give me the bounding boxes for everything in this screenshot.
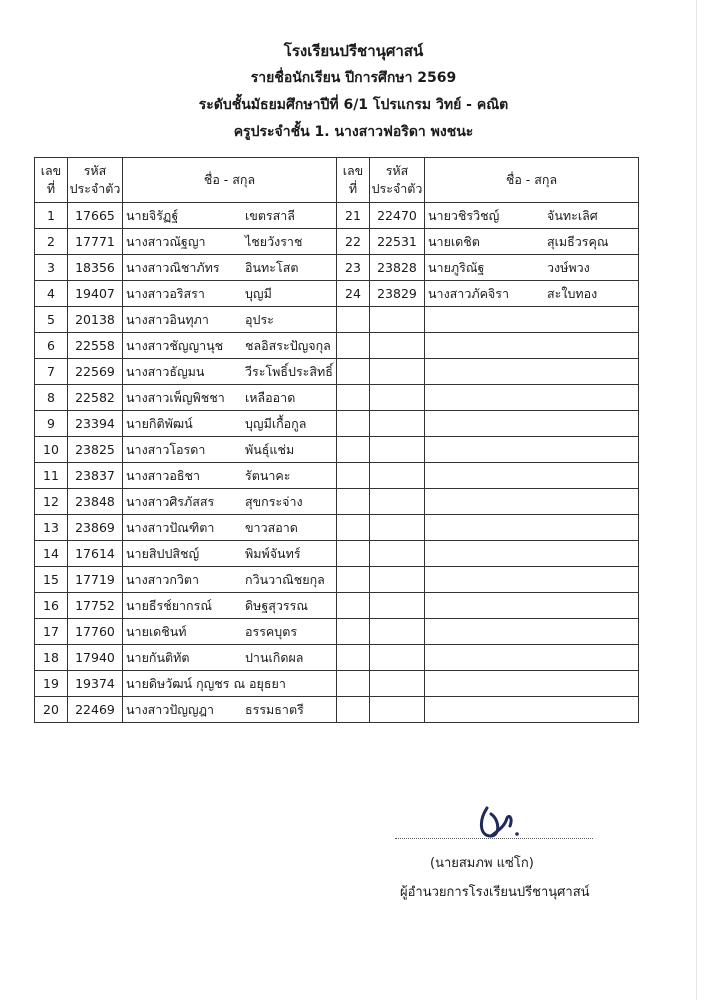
student-name-cell xyxy=(123,437,337,463)
student-name-cell xyxy=(123,567,337,593)
header-full-name: ชื่อ - สกุล xyxy=(425,158,639,203)
student-id: 23828 xyxy=(370,255,425,281)
student-name-cell xyxy=(425,437,639,463)
student-number: 20 xyxy=(35,697,68,723)
student-first-name: นางสาวธัญมน xyxy=(126,363,205,379)
student-last-name: จันทะเลิศ xyxy=(547,207,598,223)
student-name-cell xyxy=(425,281,639,307)
student-id: 17771 xyxy=(68,229,123,255)
student-id: 20138 xyxy=(68,307,123,333)
student-number: 16 xyxy=(35,593,68,619)
student-last-name: ธรรมธาตรี xyxy=(245,701,304,717)
homeroom-teacher: ครูประจำชั้น 1. นางสาวฟอริดา พงชนะ xyxy=(233,124,474,140)
student-name-cell xyxy=(123,697,337,723)
student-last-name: บุญมีเกื้อกูล xyxy=(245,415,307,431)
student-name-cell xyxy=(123,645,337,671)
student-first-name: นางสาวภัคจิรา xyxy=(428,285,509,301)
student-first-name: นายเดชินท์ xyxy=(126,623,187,639)
table-row xyxy=(35,515,639,541)
student-last-name: วีระโพธิ์ประสิทธิ์ xyxy=(245,363,333,379)
student-id xyxy=(370,645,425,671)
table-row xyxy=(35,229,639,255)
student-name-cell xyxy=(123,671,337,697)
table-row xyxy=(35,203,639,229)
student-name-cell xyxy=(425,463,639,489)
student-id: 18356 xyxy=(68,255,123,281)
table-row xyxy=(35,463,639,489)
student-last-name: สุขกระจ่าง xyxy=(245,493,303,509)
student-name-cell xyxy=(123,281,337,307)
student-id xyxy=(370,541,425,567)
student-id: 17940 xyxy=(68,645,123,671)
student-name-cell xyxy=(425,411,639,437)
student-first-name: นางสาวโอรดา xyxy=(126,441,206,457)
student-name-cell xyxy=(123,541,337,567)
student-first-name: นางสาวเพ็ญพิชชา xyxy=(126,389,225,405)
student-last-name: อุประ xyxy=(245,311,274,327)
student-id: 23394 xyxy=(68,411,123,437)
handwritten-signature xyxy=(473,796,523,840)
table-header-row xyxy=(35,158,639,203)
student-last-name: เขตรสาลี xyxy=(245,207,295,223)
student-name-cell xyxy=(425,359,639,385)
student-first-name: นายภูริณัฐ xyxy=(428,259,485,275)
student-name-cell xyxy=(425,645,639,671)
student-id: 17719 xyxy=(68,567,123,593)
table-row xyxy=(35,567,639,593)
header-student-id: รหัส ประจำตัว xyxy=(68,158,123,203)
student-name-cell xyxy=(425,541,639,567)
student-name-cell xyxy=(123,463,337,489)
student-first-name: นายธีรช์ยากรณ์ xyxy=(126,597,212,613)
table-row xyxy=(35,411,639,437)
document-header xyxy=(0,38,707,146)
student-name-cell xyxy=(425,671,639,697)
student-number: 13 xyxy=(35,515,68,541)
student-id: 22469 xyxy=(68,697,123,723)
student-id: 23825 xyxy=(68,437,123,463)
student-id xyxy=(370,437,425,463)
school-name: โรงเรียนปรีชานุศาสน์ xyxy=(283,42,424,60)
student-last-name: พิมพ์จันทร์ xyxy=(245,545,301,561)
student-id xyxy=(370,697,425,723)
student-id xyxy=(370,463,425,489)
header-number: เลข ที่ xyxy=(35,158,68,203)
student-id xyxy=(370,489,425,515)
student-last-name: รัตนาคะ xyxy=(245,467,291,483)
student-first-name: นายสิปปสิชญ์ xyxy=(126,545,200,561)
student-number xyxy=(337,489,370,515)
student-id: 22582 xyxy=(68,385,123,411)
student-number xyxy=(337,541,370,567)
signer-name: (นายสมภพ แซ่โก) xyxy=(430,856,534,871)
class-level-program: ระดับชั้นมัธยมศึกษาปีที่ 6/1 โปรแกรม วิทย์ - คณิต xyxy=(198,97,509,113)
student-name-cell xyxy=(123,255,337,281)
signer-position: ผู้อำนวยการโรงเรียนปรีชานุศาสน์ xyxy=(400,885,590,900)
student-id xyxy=(370,515,425,541)
student-number: 17 xyxy=(35,619,68,645)
student-name-cell xyxy=(425,333,639,359)
student-number xyxy=(337,697,370,723)
table-row xyxy=(35,307,639,333)
student-number xyxy=(337,385,370,411)
student-last-name: กวินวาณิชยกุล xyxy=(245,571,325,587)
table-row xyxy=(35,255,639,281)
student-id xyxy=(370,359,425,385)
student-number: 3 xyxy=(35,255,68,281)
student-name-cell xyxy=(425,593,639,619)
student-id xyxy=(370,411,425,437)
student-roster-table xyxy=(34,157,639,723)
student-number: 8 xyxy=(35,385,68,411)
student-name-cell xyxy=(123,385,337,411)
student-last-name: อรรคบุตร xyxy=(245,623,298,639)
student-first-name: นางสาวปัญญฎา xyxy=(126,701,214,717)
student-name-cell xyxy=(123,333,337,359)
student-first-name: นางสาวปัณฑิตา xyxy=(126,519,215,535)
student-first-name: นางสาวกวิตา xyxy=(126,571,200,587)
student-name-cell xyxy=(123,359,337,385)
student-first-name: นางสาวชัญญานุช xyxy=(126,337,224,353)
table-row xyxy=(35,541,639,567)
student-number xyxy=(337,619,370,645)
student-number xyxy=(337,645,370,671)
student-name-cell xyxy=(123,411,337,437)
student-number: 21 xyxy=(337,203,370,229)
student-number: 4 xyxy=(35,281,68,307)
student-last-name: สุเมธีวรคุณ xyxy=(547,233,609,249)
student-number: 6 xyxy=(35,333,68,359)
student-number: 2 xyxy=(35,229,68,255)
student-name-cell xyxy=(425,203,639,229)
student-id: 19374 xyxy=(68,671,123,697)
student-number: 24 xyxy=(337,281,370,307)
student-last-name: ไชยวังราช xyxy=(245,233,303,249)
student-id: 22569 xyxy=(68,359,123,385)
student-id: 17665 xyxy=(68,203,123,229)
student-number xyxy=(337,307,370,333)
table-row xyxy=(35,359,639,385)
student-id: 23848 xyxy=(68,489,123,515)
header-number: เลข ที่ xyxy=(337,158,370,203)
student-last-name: อินทะโสต xyxy=(245,259,299,275)
student-id: 23829 xyxy=(370,281,425,307)
student-number xyxy=(337,567,370,593)
student-id: 17614 xyxy=(68,541,123,567)
list-title: รายชื่อนักเรียน ปีการศึกษา 2569 xyxy=(250,70,457,86)
table-row xyxy=(35,697,639,723)
student-first-name: นางสาวณัฐญา xyxy=(126,233,206,249)
table-row xyxy=(35,333,639,359)
student-number xyxy=(337,515,370,541)
table-row xyxy=(35,385,639,411)
student-number: 1 xyxy=(35,203,68,229)
student-name-cell xyxy=(123,515,337,541)
student-last-name: วงษ์พวง xyxy=(547,259,590,275)
student-last-name: บุญมี xyxy=(245,285,272,301)
student-name-cell xyxy=(425,697,639,723)
student-name-cell xyxy=(425,255,639,281)
student-number: 12 xyxy=(35,489,68,515)
student-number xyxy=(337,671,370,697)
student-first-name: นางสาวศิรภัสสร xyxy=(126,493,215,509)
student-last-name: พันธุ์แช่ม xyxy=(245,441,295,457)
student-last-name: ขาวสอาด xyxy=(245,519,298,535)
student-name-cell xyxy=(425,619,639,645)
student-first-name: นายจิรัฏฐ์ xyxy=(126,207,179,223)
student-name-cell xyxy=(425,489,639,515)
student-number: 23 xyxy=(337,255,370,281)
table-row xyxy=(35,619,639,645)
student-name-cell xyxy=(425,385,639,411)
student-number: 14 xyxy=(35,541,68,567)
student-number: 7 xyxy=(35,359,68,385)
student-number: 15 xyxy=(35,567,68,593)
student-name-cell xyxy=(425,515,639,541)
student-number xyxy=(337,333,370,359)
student-number: 9 xyxy=(35,411,68,437)
signature-line xyxy=(395,838,593,839)
student-id xyxy=(370,567,425,593)
student-last-name: ดิษฐสุวรรณ xyxy=(245,597,308,613)
student-last-name: ปานเกิดผล xyxy=(245,649,304,665)
student-number: 11 xyxy=(35,463,68,489)
student-first-name: นางสาวณิชาภัทร xyxy=(126,259,220,275)
student-id xyxy=(370,671,425,697)
student-number xyxy=(337,593,370,619)
student-number: 5 xyxy=(35,307,68,333)
student-id: 17760 xyxy=(68,619,123,645)
student-first-name: นางสาวอธิชา xyxy=(126,467,200,483)
student-id: 22558 xyxy=(68,333,123,359)
student-name-cell xyxy=(123,203,337,229)
table-row xyxy=(35,281,639,307)
student-number xyxy=(337,437,370,463)
student-first-name: นางสาวอินทุภา xyxy=(126,311,209,327)
student-first-name: นางสาวอริสรา xyxy=(126,285,205,301)
student-name-cell xyxy=(123,489,337,515)
student-last-name: สะใบทอง xyxy=(547,285,598,301)
scan-edge-line xyxy=(696,0,697,1000)
student-first-name: นายวชิรวิชญ์ xyxy=(428,207,500,223)
student-number xyxy=(337,411,370,437)
student-number: 19 xyxy=(35,671,68,697)
student-number: 18 xyxy=(35,645,68,671)
student-id: 23869 xyxy=(68,515,123,541)
table-row xyxy=(35,437,639,463)
header-student-id: รหัส ประจำตัว xyxy=(370,158,425,203)
student-name-cell xyxy=(123,307,337,333)
student-full-name: นายดิษวัฒน์ กุญชร ณ อยุธยา xyxy=(126,675,286,691)
student-id: 22470 xyxy=(370,203,425,229)
student-id xyxy=(370,619,425,645)
student-name-cell xyxy=(123,619,337,645)
student-id xyxy=(370,385,425,411)
student-id: 22531 xyxy=(370,229,425,255)
student-name-cell xyxy=(425,567,639,593)
student-id xyxy=(370,593,425,619)
student-number xyxy=(337,359,370,385)
student-id xyxy=(370,307,425,333)
student-name-cell xyxy=(425,307,639,333)
student-number xyxy=(337,463,370,489)
student-last-name: เหลืออาด xyxy=(245,389,296,405)
student-id xyxy=(370,333,425,359)
student-last-name: ชลอิสระปัญจกุล xyxy=(245,337,331,353)
student-first-name: นายเดชิต xyxy=(428,233,480,249)
student-number: 10 xyxy=(35,437,68,463)
student-name-cell xyxy=(123,229,337,255)
student-id: 19407 xyxy=(68,281,123,307)
student-name-cell xyxy=(123,593,337,619)
table-row xyxy=(35,489,639,515)
student-id: 23837 xyxy=(68,463,123,489)
student-first-name: นายกันติทัต xyxy=(126,649,190,665)
student-number: 22 xyxy=(337,229,370,255)
student-name-cell xyxy=(425,229,639,255)
table-row xyxy=(35,593,639,619)
student-id: 17752 xyxy=(68,593,123,619)
table-row xyxy=(35,645,639,671)
student-first-name: นายกิติพัฒน์ xyxy=(126,415,193,431)
header-full-name: ชื่อ - สกุล xyxy=(123,158,337,203)
table-row xyxy=(35,671,639,697)
